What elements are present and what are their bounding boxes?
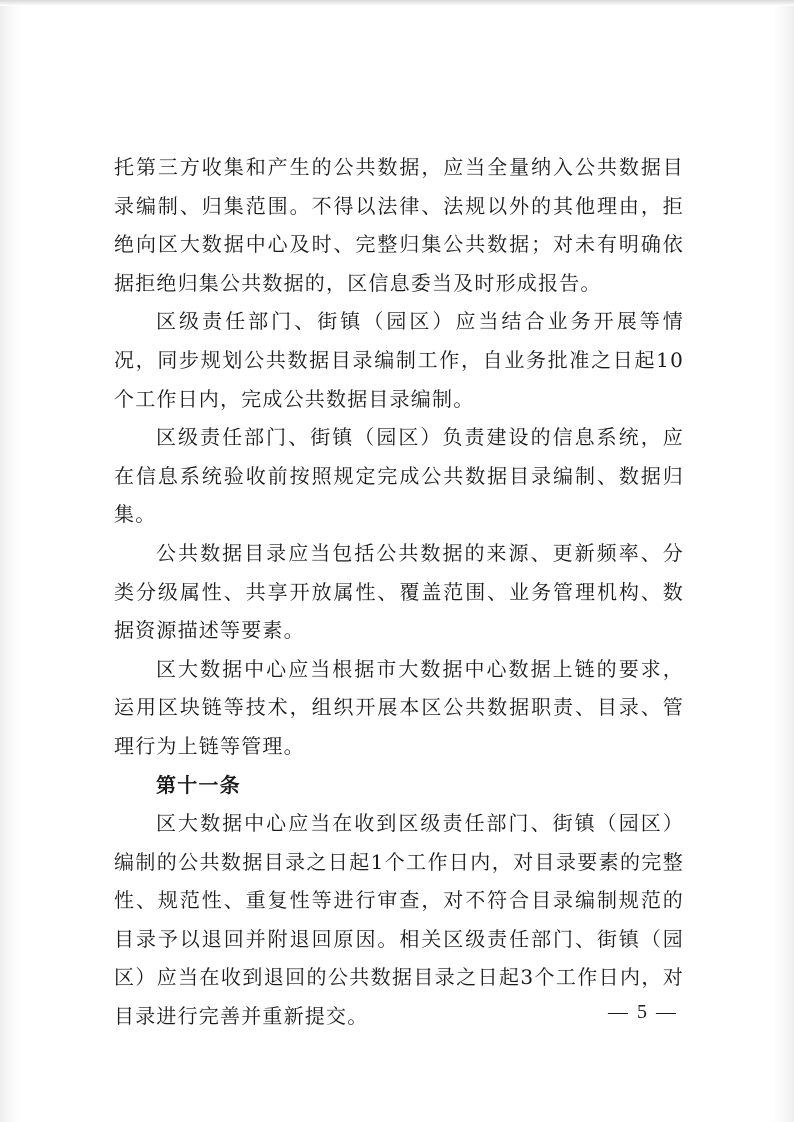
document-body (114, 148, 684, 1036)
page-number: — 5 — (608, 1001, 678, 1023)
page-top-edge (0, 0, 794, 6)
paragraph-blockchain: 区大数据中心应当根据市大数据中心数据上链的要求，运用区块链等技术，组织开展本区公共数据职责、目录、管理行为上链等管理。 (114, 656, 684, 758)
paragraph-catalog-planning: 区级责任部门、街镇（园区）应当结合业务开展等情况，同步规划公共数据目录编制工作，自业务批准之日起10个工作日内，完成公共数据目录编制。 (114, 309, 684, 411)
paragraph-information-system: 区级责任部门、街镇（园区）负责建设的信息系统，应在信息系统验收前按照规定完成公共数据目录编制、数据归集。 (114, 425, 684, 527)
paragraph-catalog-elements: 公共数据目录应当包括公共数据的来源、更新频率、分类分级属性、共享开放属性、覆盖范围、业务管理机构、数据资源描述等要素。 (114, 540, 684, 643)
article-paragraph: 区大数据中心应当在收到区级责任部门、街镇（园区）编制的公共数据目录之日起1个工作日内，对目录要素的完整性、规范性、重复性等进行审查，对不符合目录编制规范的目录予以退回并附退回原因。相关区级责任部门、街镇（园区）应当在收到退回的公共数据目录之日起3个工作日内，对目录进行完善并重新提交。 (114, 811, 684, 1029)
article-heading: 第十一条 (156, 772, 241, 797)
continuation-paragraph: 托第三方收集和产生的公共数据，应当全量纳入公共数据目录编制、归集范围。不得以法律、法规以外的其他理由，拒绝向区大数据中心及时、完整归集公共数据；对未有明确依据拒绝归集公共数据的，区信息委当及时形成报告。 (114, 155, 684, 295)
